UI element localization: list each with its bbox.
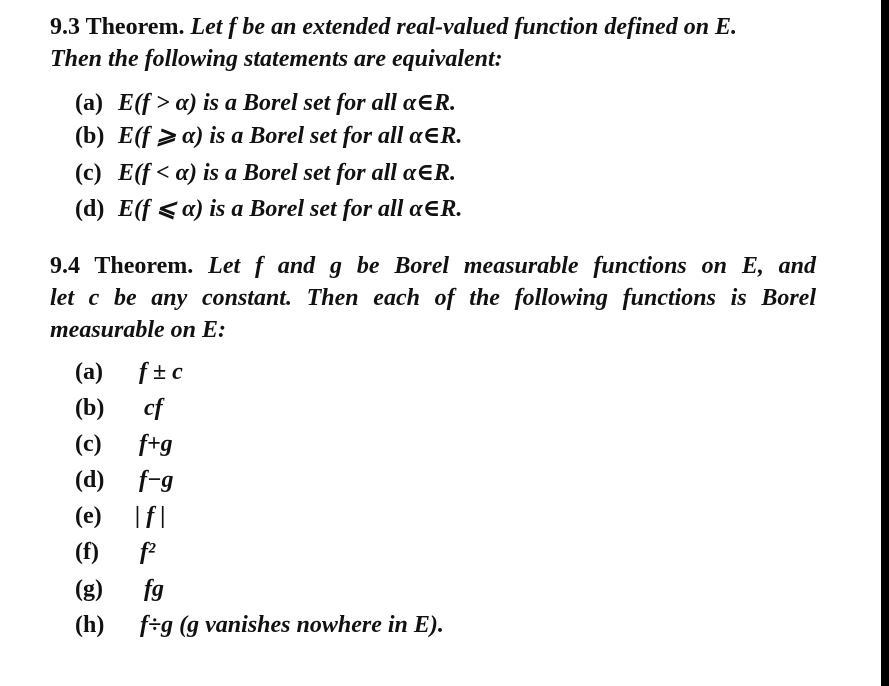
theorem-9-4-item-text: f ± c [139,359,183,385]
theorem-9-4-line-2: let c be any constant. Then each of the following functions is Borel [50,285,816,311]
theorem-9-3-item-label: (c) [75,160,102,186]
theorem-9-4-item-label: (a) [75,359,103,385]
theorem-9-4-item-text: f÷g (g vanishes nowhere in E). [140,612,444,638]
theorem-9-3-item-text: E(f ⩾ α) is a Borel set for all α∈R. [118,123,463,149]
theorem-9-3-text-1: Let f be an extended real-valued function defined on E. [190,14,738,40]
theorem-9-4-item-text: f² [140,539,156,565]
theorem-9-4-item-label: (c) [75,431,102,457]
theorem-9-3-heading: 9.3 Theorem. [50,14,185,40]
theorem-9-4-item-text: | f | [135,503,166,529]
theorem-9-3-item-text: E(f ⩽ α) is a Borel set for all α∈R. [118,196,463,222]
theorem-9-3-item-label: (b) [75,123,105,149]
theorem-9-4-item-label: (f) [75,539,99,565]
theorem-9-4-line-3: measurable on E: [50,317,227,343]
theorem-9-4-item-text: fg [144,576,164,602]
theorem-9-3-line-2: Then the following statements are equivalent: [50,46,503,72]
theorem-9-4-item-text: f+g [139,431,173,457]
theorem-9-4-text-1: Let f and g be Borel measurable functions on E, and [208,253,817,279]
theorem-9-4-heading: 9.4 Theorem. [50,253,194,279]
theorem-9-4-item-label: (d) [75,467,105,493]
theorem-9-3-item-label: (d) [75,196,105,222]
theorem-9-3-item-text: E(f < α) is a Borel set for all α∈R. [118,160,456,186]
theorem-9-3-item-text: E(f > α) is a Borel set for all α∈R. [118,90,456,116]
theorem-9-4-item-label: (b) [75,395,105,421]
theorem-9-4-item-label: (g) [75,576,103,602]
theorem-9-4-line-1 [50,251,816,281]
theorem-9-4-item-label: (h) [75,612,105,638]
right-edge-border [881,0,889,686]
theorem-9-4-item-label: (e) [75,503,102,529]
theorem-9-4-item-text: cf [144,395,163,421]
theorem-9-3-item-label: (a) [75,90,103,116]
theorem-9-3-line-1 [50,12,737,42]
theorem-9-4-item-text: f−g [139,467,174,493]
